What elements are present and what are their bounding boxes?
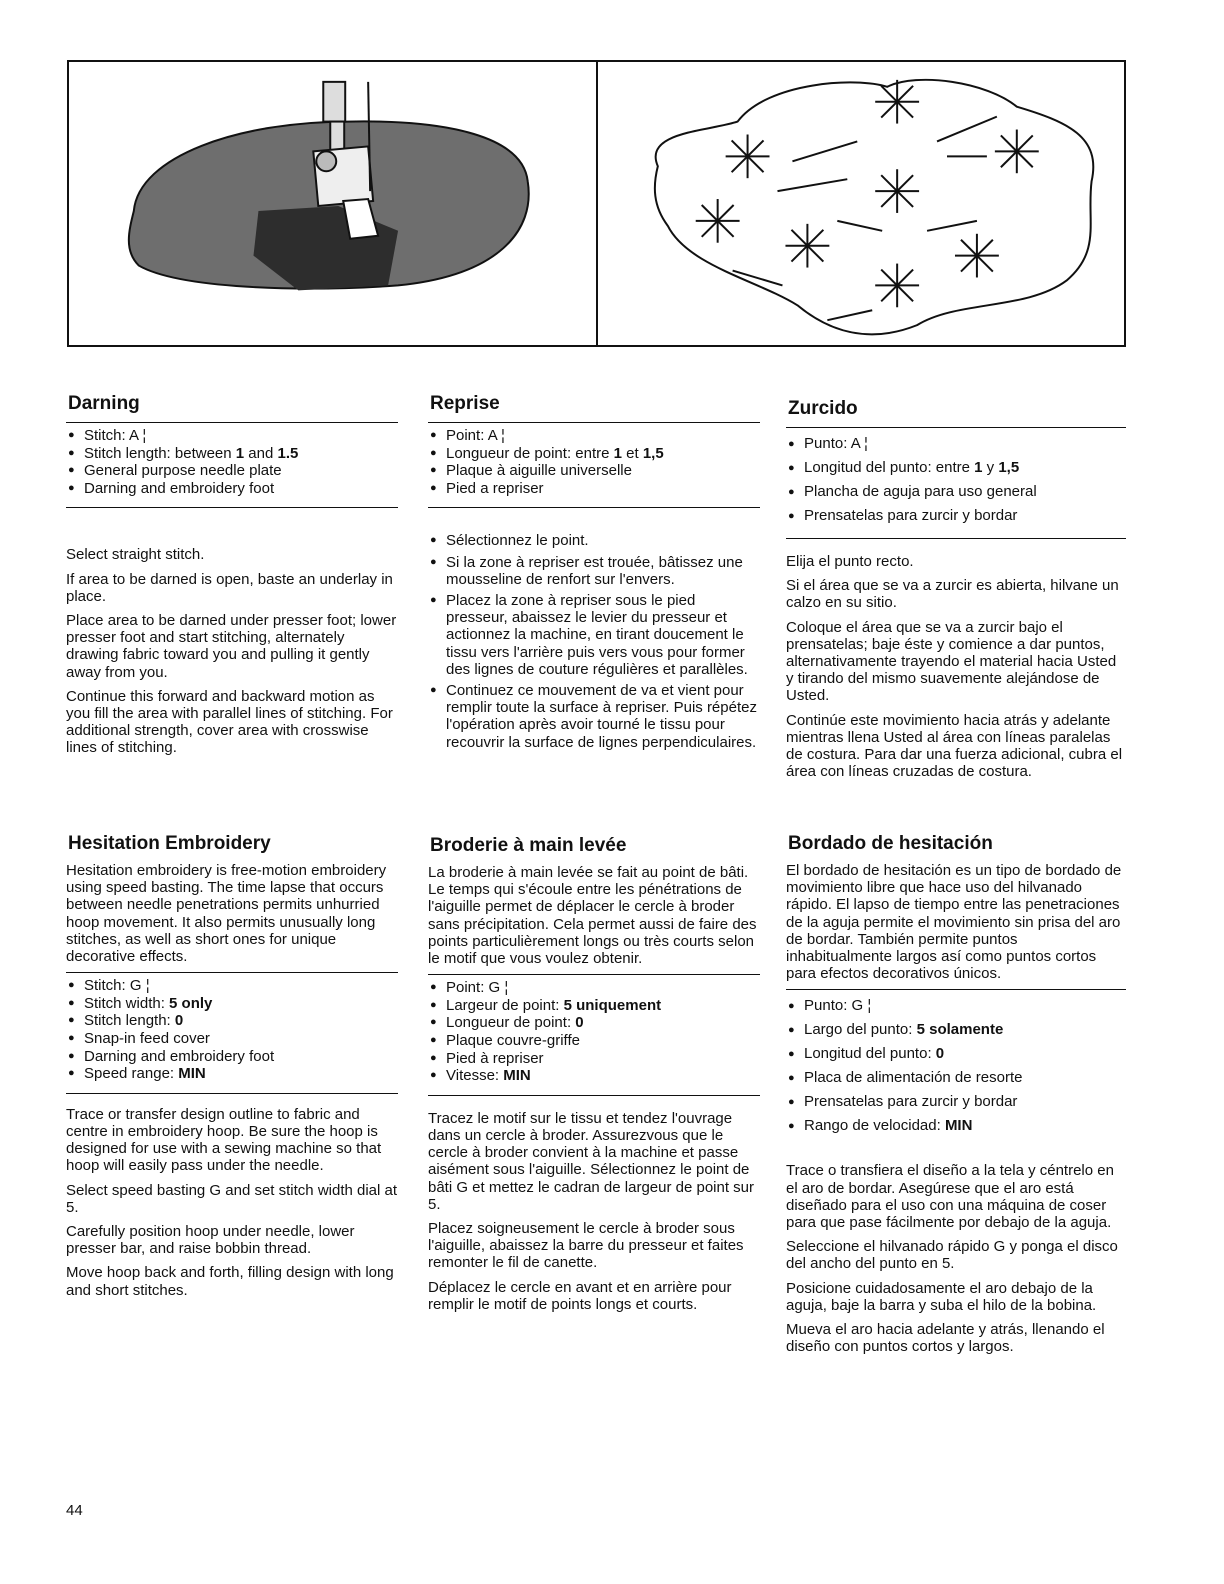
divider [786, 427, 1126, 428]
spec-item: ● Prensatelas para zurcir y bordar [786, 1090, 1126, 1114]
darning-illustration [69, 62, 598, 345]
divider [66, 422, 398, 423]
spec-item: ● Plaque couvre-griffe [428, 1032, 760, 1050]
paragraph: Select straight stitch. [66, 546, 205, 564]
hesitation-specs [786, 994, 1126, 1142]
french-hesitation-section [428, 834, 760, 1320]
spec-item: ● Speed range: MIN [66, 1065, 398, 1083]
paragraph: Place area to be darned under presser foot; lower presser foot and start stitching, alternately drawing fabric toward you and pulling it gently away from you. [66, 611, 397, 681]
paragraph: Mueva el aro hacia adelante y atrás, llenando el diseño con puntos cortos y largos. [786, 1321, 1105, 1356]
paragraph: Si el área que se va a zurcir es abierta, hilvane un calzo en su sitio. [786, 577, 1119, 612]
spanish-column [786, 397, 1126, 787]
paragraph: Déplacez le cercle en avant et en arrière pour remplir le motif de points longs et courts. [428, 1278, 732, 1313]
paragraph: Continue this forward and backward motion as you fill the area with parallel lines of stitching. For additional strength, cover area with crosswise lines of stitching. [66, 687, 393, 757]
spec-item: ● Plaque à aiguille universelle [428, 462, 760, 480]
divider [786, 989, 1126, 990]
paragraph: Coloque el área que se va a zurcir bajo el prensatelas; baje éste y comience a dar puntos, alternativamente trayendo el material hacia Usted y tirando del mismo suavemente alejándose de Usted. [786, 618, 1117, 705]
spec-item: ● Largeur de point: 5 uniquement [428, 997, 760, 1015]
spanish-hesitation-section [786, 832, 1126, 1362]
paragraph: Carefully position hoop under needle, lower presser bar, and raise bobbin thread. [66, 1223, 355, 1258]
spec-item: ● Pied à repriser [428, 1050, 760, 1068]
list-item: ● Placez la zone à repriser sous le pied presseur, abaissez le levier du presseur et actionnez la machine, en tirant doucement le tissu vers l'arrière puis vers vous pour former des lignes de couture régulières et parallèles. [428, 592, 760, 678]
spec-item: ● Stitch: A ¦ [66, 427, 398, 445]
paragraph: Trace o transfiera el diseño a la tela y céntrelo en el aro de bordar. Asegúrese que el aro está diseñado para el uso con una máquina de coser para que pase fácilmente por debajo de la aguja. [786, 1162, 1114, 1232]
spec-item: ● General purpose needle plate [66, 462, 398, 480]
spec-item: ● Punto: G ¦ [786, 994, 1126, 1018]
english-column [66, 392, 398, 764]
spec-item: ● Largo del punto: 5 solamente [786, 1018, 1126, 1042]
divider [66, 972, 398, 973]
darning-title: Zurcido [788, 398, 858, 419]
paragraph: Continúe este movimiento hacia atrás y adelante mientras llena Usted al área con líneas paralelas de costura. Para dar una fuerza adicional, cubra el área con líneas cruzadas de costura. [786, 711, 1123, 781]
divider [428, 422, 760, 423]
list-item: ● Sélectionnez le point. [428, 532, 760, 549]
list-item: ● Continuez ce mouvement de va et vient pour remplir toute la surface à repriser. Puis répétez l'opération après avoir tourné le tissu pour recouvrir la surface de lignes perpendiculaires. [428, 682, 760, 751]
spec-item: ● Punto: A ¦ [786, 432, 1126, 456]
page-number: 44 [66, 1502, 83, 1519]
spec-item: ● Darning and embroidery foot [66, 480, 398, 498]
spec-item: ● Longitud del punto: 0 [786, 1042, 1126, 1066]
darning-title: Reprise [430, 393, 500, 414]
spec-item: ● Rango de velocidad: MIN [786, 1114, 1126, 1138]
spec-item: ● Longueur de point: entre 1 et 1,5 [428, 445, 760, 463]
english-hesitation-section [66, 832, 398, 1306]
paragraph: Hesitation embroidery is free-motion embroidery using speed basting. The time lapse that occurs between needle penetrations permits unhurried hoop movement. It also permits unusually long stitches, as well as short ones for unique decorative effects. [66, 862, 387, 966]
spec-item: ● Stitch length: between 1 and 1.5 [66, 445, 398, 463]
hesitation-title: Bordado de hesitación [788, 833, 993, 854]
darning-title: Darning [68, 393, 140, 414]
spec-item: ● Prensatelas para zurcir y bordar [786, 504, 1126, 528]
list-item: ● Si la zone à repriser est trouée, bâtissez une mousseline de renfort sur l'envers. [428, 554, 760, 588]
illustrations-frame [67, 60, 1126, 347]
spec-item: ● Stitch: G ¦ [66, 977, 398, 995]
spec-item: ● Longueur de point: 0 [428, 1014, 760, 1032]
spec-item: ● Pied a repriser [428, 480, 760, 498]
paragraph: Posicione cuidadosamente el aro debajo de la aguja, baje la barra y suba el hilo de la bobina. [786, 1279, 1097, 1314]
spec-item: ● Vitesse: MIN [428, 1067, 760, 1085]
paragraph: La broderie à main levée se fait au point de bâti. Le temps qui s'écoule entre les pénétrations de l'aiguille permet de déplacer le cercle à broder sans précipitation. Cela permet aussi de faire des points particulièrement longs ou très courts selon le motif que vous voulez obtenir. [428, 864, 757, 968]
spec-item: ● Darning and embroidery foot [66, 1048, 398, 1066]
spec-item: ● Stitch width: 5 only [66, 995, 398, 1013]
paragraph: Tracez le motif sur le tissu et tendez l'ouvrage dans un cercle à broder. Assurezvous que le cercle à broder convient à la machine et passe aisément sous l'aiguille. Sélectionnez le point de bâti G et mettez le cadran de largeur de point sur 5. [428, 1109, 755, 1213]
hesitation-specs [428, 979, 760, 1089]
darning-specs [66, 427, 398, 501]
paragraph: Elija el punto recto. [786, 553, 914, 570]
hesitation-title: Hesitation Embroidery [68, 833, 271, 854]
paragraph: Placez soigneusement le cercle à broder sous l'aiguille, abaissez la barre du presseur et faites remonter le fil de canette. [428, 1220, 744, 1272]
paragraph: El bordado de hesitación es un tipo de bordado de movimiento libre que hace uso del hilvanado rápido. El lapso de tiempo entre las penetraciones de la aguja permite el movimiento sin prisa del aro de bordar. También permite puntos inhabitualmente largos así como puntos cortos para efectos decorativos únicos. [786, 862, 1122, 983]
spec-item: ● Plancha de aguja para uso general [786, 480, 1126, 504]
divider [428, 974, 760, 975]
spec-item: ● Point: A ¦ [428, 427, 760, 445]
spec-item: ● Stitch length: 0 [66, 1012, 398, 1030]
paragraph: Seleccione el hilvanado rápido G y ponga el disco del ancho del punto en 5. [786, 1238, 1118, 1273]
paragraph: If area to be darned is open, baste an underlay in place. [66, 570, 393, 605]
spec-item: ● Placa de alimentación de resorte [786, 1066, 1126, 1090]
paragraph: Trace or transfer design outline to fabric and centre in embroidery hoop. Be sure the hoop is designed for use with a sewing machine so that hoop will easily pass under the needle. [66, 1105, 382, 1175]
darning-steps [428, 532, 760, 750]
darning-specs [428, 427, 760, 501]
darning-specs [786, 432, 1126, 532]
hesitation-title: Broderie à main levée [430, 835, 627, 856]
hesitation-embroidery-illustration [598, 62, 1125, 345]
spec-item: ● Snap-in feed cover [66, 1030, 398, 1048]
paragraph: Select speed basting G and set stitch width dial at 5. [66, 1181, 398, 1216]
spec-item: ● Longitud del punto: entre 1 y 1,5 [786, 456, 1126, 480]
french-column [428, 392, 760, 755]
paragraph: Move hoop back and forth, filling design with long and short stitches. [66, 1264, 394, 1299]
spec-item: ● Point: G ¦ [428, 979, 760, 997]
hesitation-specs [66, 977, 398, 1087]
